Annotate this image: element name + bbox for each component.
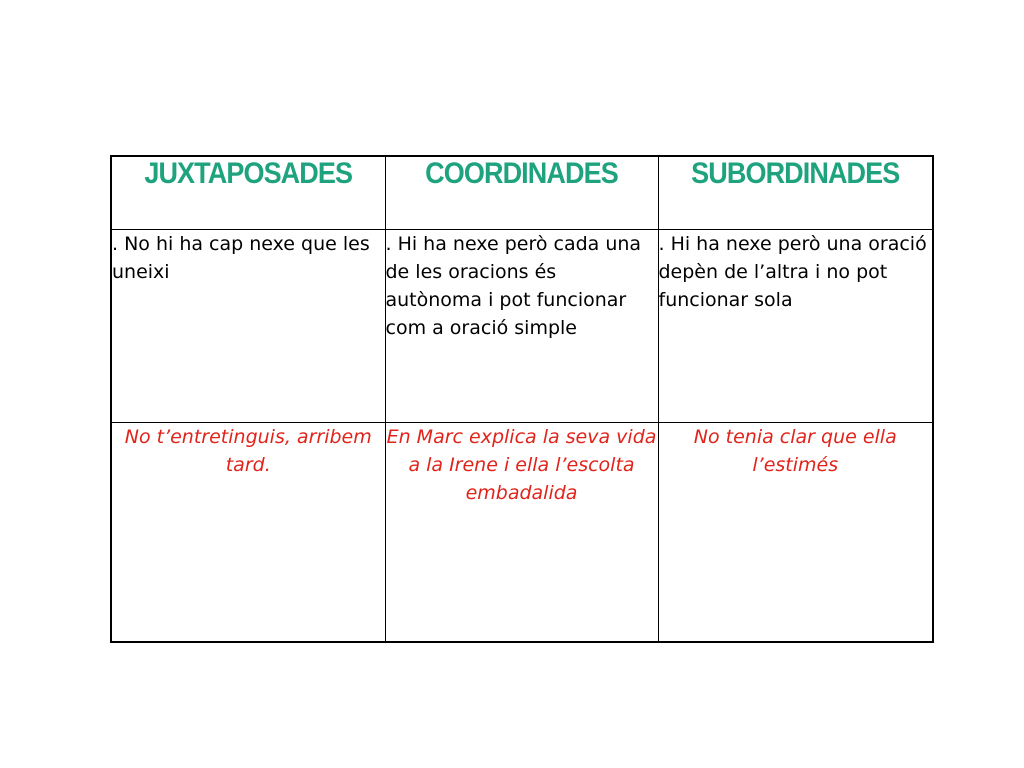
definition-subordinades: . Hi ha nexe però una oració depèn de l’altra i no pot funcionar sola bbox=[658, 229, 933, 422]
table-header-row bbox=[111, 156, 933, 229]
definition-juxtaposades: . No hi ha cap nexe que les uneixi bbox=[111, 229, 385, 422]
example-juxtaposades: No t’entretinguis, arribem tard. bbox=[111, 422, 385, 642]
header-juxtaposades: JUXTAPOSADES bbox=[125, 156, 372, 229]
header-subordinades: SUBORDINADES bbox=[672, 156, 920, 229]
example-coordinades: En Marc explica la seva vida a la Irene i ella l’escolta embadalida bbox=[385, 422, 658, 642]
header-coordinades: COORDINADES bbox=[399, 156, 645, 229]
definition-coordinades: . Hi ha nexe però cada una de les oracions és autònoma i pot funcionar com a oració simple bbox=[385, 229, 658, 422]
example-row bbox=[111, 422, 933, 642]
example-subordinades: No tenia clar que ella l’estimés bbox=[658, 422, 933, 642]
definition-row bbox=[111, 229, 933, 422]
sentence-types-table bbox=[110, 155, 934, 643]
